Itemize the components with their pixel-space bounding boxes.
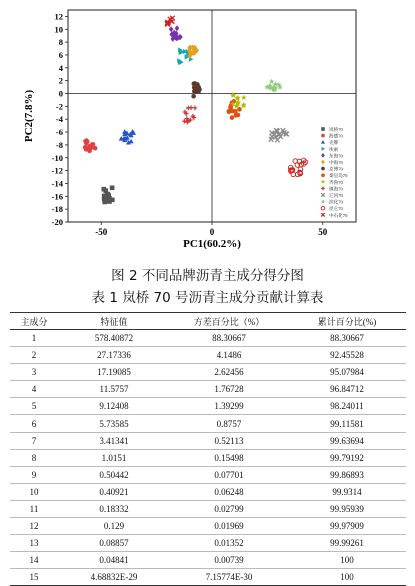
cell-variance-percent: 0.52113 — [170, 432, 288, 449]
header-variance-percent: 方差百分比（%） — [170, 313, 288, 330]
table-row — [10, 535, 406, 552]
y-tick-label: -4 — [55, 114, 63, 125]
cell-eigenvalue: 1.0151 — [58, 449, 170, 466]
legend-label: 埃索 — [329, 146, 339, 152]
series-points — [119, 129, 136, 145]
cell-component: 10 — [10, 483, 58, 500]
series-points — [269, 128, 289, 142]
table-row — [10, 398, 406, 415]
cell-cumulative-percent: 99.79192 — [288, 449, 406, 466]
y-tick-label: -8 — [55, 139, 63, 150]
cell-eigenvalue: 11.5757 — [58, 381, 170, 398]
cell-variance-percent: 0.15498 — [170, 449, 288, 466]
cell-variance-percent: 4.1486 — [170, 347, 288, 364]
cell-eigenvalue: 9.12408 — [58, 398, 170, 415]
table-row — [10, 466, 406, 483]
data-point — [230, 115, 235, 120]
pca-score-chart — [0, 0, 415, 258]
cell-cumulative-percent: 99.99261 — [288, 535, 406, 552]
legend-marker — [321, 127, 325, 131]
cell-variance-percent: 0.07701 — [170, 466, 288, 483]
data-point — [93, 146, 98, 151]
cell-eigenvalue: 578.40872 — [58, 330, 170, 347]
cell-eigenvalue: 3.41341 — [58, 432, 170, 449]
data-point — [83, 145, 88, 150]
series-points — [165, 16, 175, 27]
legend-label: 辽河70 — [329, 193, 343, 198]
legend-label: 东海70 — [329, 153, 343, 159]
data-point — [230, 109, 235, 114]
data-point — [189, 105, 194, 110]
cell-eigenvalue: 5.73585 — [58, 415, 170, 432]
data-point — [107, 196, 112, 201]
y-tick-label: 6 — [58, 49, 63, 60]
legend-marker — [321, 180, 325, 184]
table-row — [10, 518, 406, 535]
series-points — [83, 138, 98, 153]
x-tick-label: 0 — [209, 227, 215, 237]
series-points — [101, 185, 114, 204]
legend-label: 中石化70 — [329, 212, 348, 218]
cell-cumulative-percent: 99.63694 — [288, 432, 406, 449]
table-row — [10, 364, 406, 381]
y-tick-label: 0 — [58, 88, 63, 99]
legend-marker — [322, 147, 326, 151]
legend-marker — [321, 167, 325, 171]
data-point — [269, 79, 275, 84]
pca-contribution-table — [10, 312, 406, 586]
cell-variance-percent: 88.30667 — [170, 330, 288, 347]
figure-caption: 图 2 不同品牌沥青主成分得分图 — [111, 268, 304, 284]
series-points — [288, 158, 307, 177]
cell-variance-percent: 0.8757 — [170, 415, 288, 432]
cell-component: 13 — [10, 535, 58, 552]
cell-eigenvalue: 4.68832E-29 — [58, 569, 170, 586]
cell-component: 4 — [10, 381, 58, 398]
cell-component: 11 — [10, 500, 58, 517]
cell-eigenvalue: 17.19085 — [58, 364, 170, 381]
y-tick-label: 10 — [54, 24, 63, 35]
y-tick-label: -6 — [55, 127, 63, 138]
cell-cumulative-percent: 99.9314 — [288, 483, 406, 500]
table-row — [10, 415, 406, 432]
table-row — [10, 330, 406, 347]
table-row — [10, 347, 406, 364]
legend — [321, 126, 348, 219]
cell-component: 2 — [10, 347, 58, 364]
cell-cumulative-percent: 88.30667 — [288, 330, 406, 347]
cell-variance-percent: 7.15774E-30 — [170, 569, 288, 586]
cell-eigenvalue: 0.18332 — [58, 500, 170, 517]
cell-variance-percent: 2.62456 — [170, 364, 288, 381]
legend-marker — [321, 160, 325, 165]
cell-component: 9 — [10, 466, 58, 483]
y-tick-label: 2 — [58, 75, 63, 86]
cell-component: 6 — [10, 415, 58, 432]
cell-cumulative-percent: 99.11581 — [288, 415, 406, 432]
cell-variance-percent: 0.01969 — [170, 518, 288, 535]
y-tick-label: 8 — [58, 37, 63, 48]
legend-marker — [321, 193, 325, 197]
cell-component: 14 — [10, 552, 58, 569]
cell-cumulative-percent: 95.07984 — [288, 364, 406, 381]
cell-cumulative-percent: 98.24011 — [288, 398, 406, 415]
table-row — [10, 432, 406, 449]
series-points — [187, 44, 199, 59]
legend-marker — [321, 134, 325, 138]
data-point — [175, 25, 180, 31]
y-tick-label: -2 — [55, 101, 63, 112]
header-eigenvalue: 特征值 — [58, 313, 170, 330]
legend-label: 壳牌 — [329, 140, 339, 146]
table-caption: 表 1 岚桥 70 号沥青主成分贡献计算表 — [91, 290, 324, 306]
y-axis-label: PC2(7.8%) — [23, 89, 35, 143]
y-tick-label: -14 — [51, 178, 63, 189]
cell-component: 3 — [10, 364, 58, 381]
data-point — [169, 26, 174, 32]
series-points — [191, 81, 201, 99]
table-row — [10, 381, 406, 398]
cell-cumulative-percent: 100 — [288, 552, 406, 569]
legend-marker — [321, 199, 325, 203]
data-point — [236, 113, 241, 118]
legend-label: 京博70 — [329, 166, 343, 172]
y-tick-label: -20 — [51, 217, 63, 227]
cell-eigenvalue: 0.40921 — [58, 483, 170, 500]
data-point — [85, 139, 90, 144]
cell-variance-percent: 1.76728 — [170, 381, 288, 398]
cell-variance-percent: 0.01352 — [170, 535, 288, 552]
y-tick-label: 4 — [58, 62, 63, 73]
legend-marker — [321, 206, 325, 210]
cell-component: 1 — [10, 330, 58, 347]
marks-layer — [83, 16, 308, 204]
legend-label: 齐鲁70 — [329, 179, 343, 185]
legend-marker — [321, 173, 325, 177]
legend-marker — [321, 140, 325, 144]
cell-cumulative-percent: 100 — [288, 569, 406, 586]
series-points — [169, 25, 183, 42]
cell-cumulative-percent: 99.95939 — [288, 500, 406, 517]
table-row — [10, 552, 406, 569]
legend-label: 昆仑70 — [329, 206, 343, 212]
data-point — [241, 95, 247, 100]
header-cumulative-percent: 累计百分比(%) — [288, 313, 406, 330]
legend-label: 中海70 — [329, 160, 343, 165]
cell-cumulative-percent: 96.84712 — [288, 381, 406, 398]
data-point — [105, 192, 110, 197]
header-component: 主成分 — [10, 313, 58, 330]
data-point — [102, 200, 107, 205]
legend-label: 秦皇岛70 — [329, 173, 348, 179]
cell-eigenvalue: 0.08857 — [58, 535, 170, 552]
data-point — [182, 119, 187, 124]
data-point — [122, 129, 127, 134]
x-axis-label: PC1(60.2%) — [183, 238, 241, 250]
data-point — [87, 144, 92, 149]
cell-component: 12 — [10, 518, 58, 535]
table-body — [10, 330, 406, 586]
data-point — [87, 149, 92, 154]
cell-eigenvalue: 0.04841 — [58, 552, 170, 569]
table-row — [10, 449, 406, 466]
table-row — [10, 483, 406, 500]
cell-eigenvalue: 0.129 — [58, 518, 170, 535]
cell-variance-percent: 0.06248 — [170, 483, 288, 500]
y-tick-label: -16 — [51, 191, 63, 202]
y-tick-label: 12 — [54, 11, 63, 22]
y-tick-label: -18 — [51, 204, 63, 215]
cell-variance-percent: 0.02799 — [170, 500, 288, 517]
legend-label: 镇海70 — [329, 186, 343, 192]
legend-marker — [321, 213, 325, 217]
y-tick-label: -10 — [51, 152, 63, 163]
cell-variance-percent: 0.00739 — [170, 552, 288, 569]
cell-component: 15 — [10, 569, 58, 586]
data-point — [196, 85, 201, 90]
legend-marker — [321, 187, 325, 191]
cell-component: 7 — [10, 432, 58, 449]
cell-component: 5 — [10, 398, 58, 415]
data-point — [240, 103, 246, 108]
cell-cumulative-percent: 99.86893 — [288, 466, 406, 483]
data-point — [110, 185, 115, 190]
series-points — [264, 79, 283, 93]
cell-component: 8 — [10, 449, 58, 466]
table-header-row — [10, 313, 406, 330]
data-point — [192, 89, 197, 94]
x-tick-label: -50 — [95, 227, 108, 237]
legend-label: 滨化70 — [329, 199, 343, 205]
y-tick-label: -12 — [51, 165, 63, 176]
legend-marker — [321, 153, 325, 158]
legend-label: 海德70 — [329, 133, 343, 139]
series-points — [182, 105, 197, 124]
cell-eigenvalue: 0.50442 — [58, 466, 170, 483]
cell-variance-percent: 1.39299 — [170, 398, 288, 415]
legend-label: 岚桥70 — [329, 127, 343, 132]
axes-layer — [52, 10, 356, 237]
x-tick-label: 50 — [318, 227, 328, 237]
data-point — [193, 106, 198, 111]
cell-cumulative-percent: 92.45528 — [288, 347, 406, 364]
cell-eigenvalue: 27.17336 — [58, 347, 170, 364]
cell-cumulative-percent: 99.97909 — [288, 518, 406, 535]
table-row — [10, 569, 406, 586]
table-row — [10, 500, 406, 517]
data-point — [191, 94, 196, 99]
